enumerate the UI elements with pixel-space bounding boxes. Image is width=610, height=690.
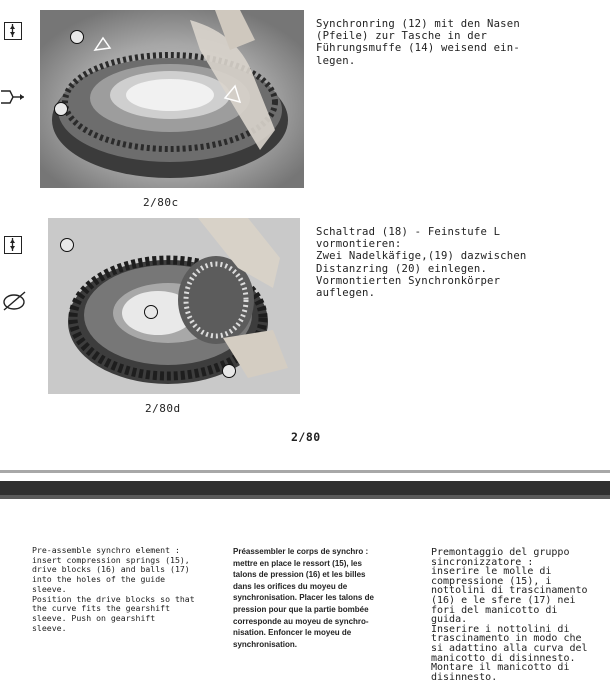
divider-band xyxy=(0,481,610,495)
callout-12 xyxy=(70,30,84,44)
callout-14 xyxy=(54,102,68,116)
bottom-photo-caption: 2/80d xyxy=(145,402,181,415)
divider-band-lower xyxy=(0,495,610,499)
tool-insert-icon xyxy=(0,88,26,106)
synchro-ring-photo xyxy=(40,10,304,188)
divider-band-top xyxy=(0,470,610,473)
page-number: 2/80 xyxy=(291,430,321,444)
top-photo-caption: 2/80c xyxy=(143,196,179,209)
callout-19 xyxy=(144,305,158,319)
top-description-de: Synchronring (12) mit den Nasen (Pfeile) zur Tasche in der Führungsmuffe (14) weisend ein- legen. xyxy=(316,18,520,67)
install-symbol-icon xyxy=(4,22,22,40)
bottom-description-de: Schaltrad (18) - Feinstufe L vormontieren: Zwei Nadelkäfige,(19) dazwischen Distanzring (20) einlegen. Vormontierten Synchronkörper auflegen. xyxy=(316,226,527,300)
italian-column: Premontaggio del gruppo sincronizzatore : inserire le molle di compressione (15), i nottolini di trascinamento (16) e le sfere (17) nei fori del manicotto di guida. Inserire i nottolini di trascinamento in modo che si adattino alla curva del manicotto di disinnesto. Montare il manicotto di disinnesto. xyxy=(431,547,588,683)
callout-18 xyxy=(60,238,74,252)
french-column: Préassembler le corps de synchro : mettre en place le ressort (15), les talons de pression (16) et les billes dans les orifices du moyeu de synchronisation. Placer les talons de pression pour que la partie bombée corresponde au moyeu de synchro- nisation. Enfoncer le moyeu de synchronisation. xyxy=(233,547,374,649)
gear-assembly-photo xyxy=(48,218,300,394)
install-symbol-icon xyxy=(4,236,22,254)
diameter-icon xyxy=(2,288,28,314)
english-column: Pre-assemble synchro element : insert compression springs (15), drive blocks (16) and balls (17) into the holes of the guide sleeve. Position the drive blocks so that the curve fits the gearshift sleeve. Push on gearshift sleeve. xyxy=(32,545,195,633)
callout-20 xyxy=(222,364,236,378)
